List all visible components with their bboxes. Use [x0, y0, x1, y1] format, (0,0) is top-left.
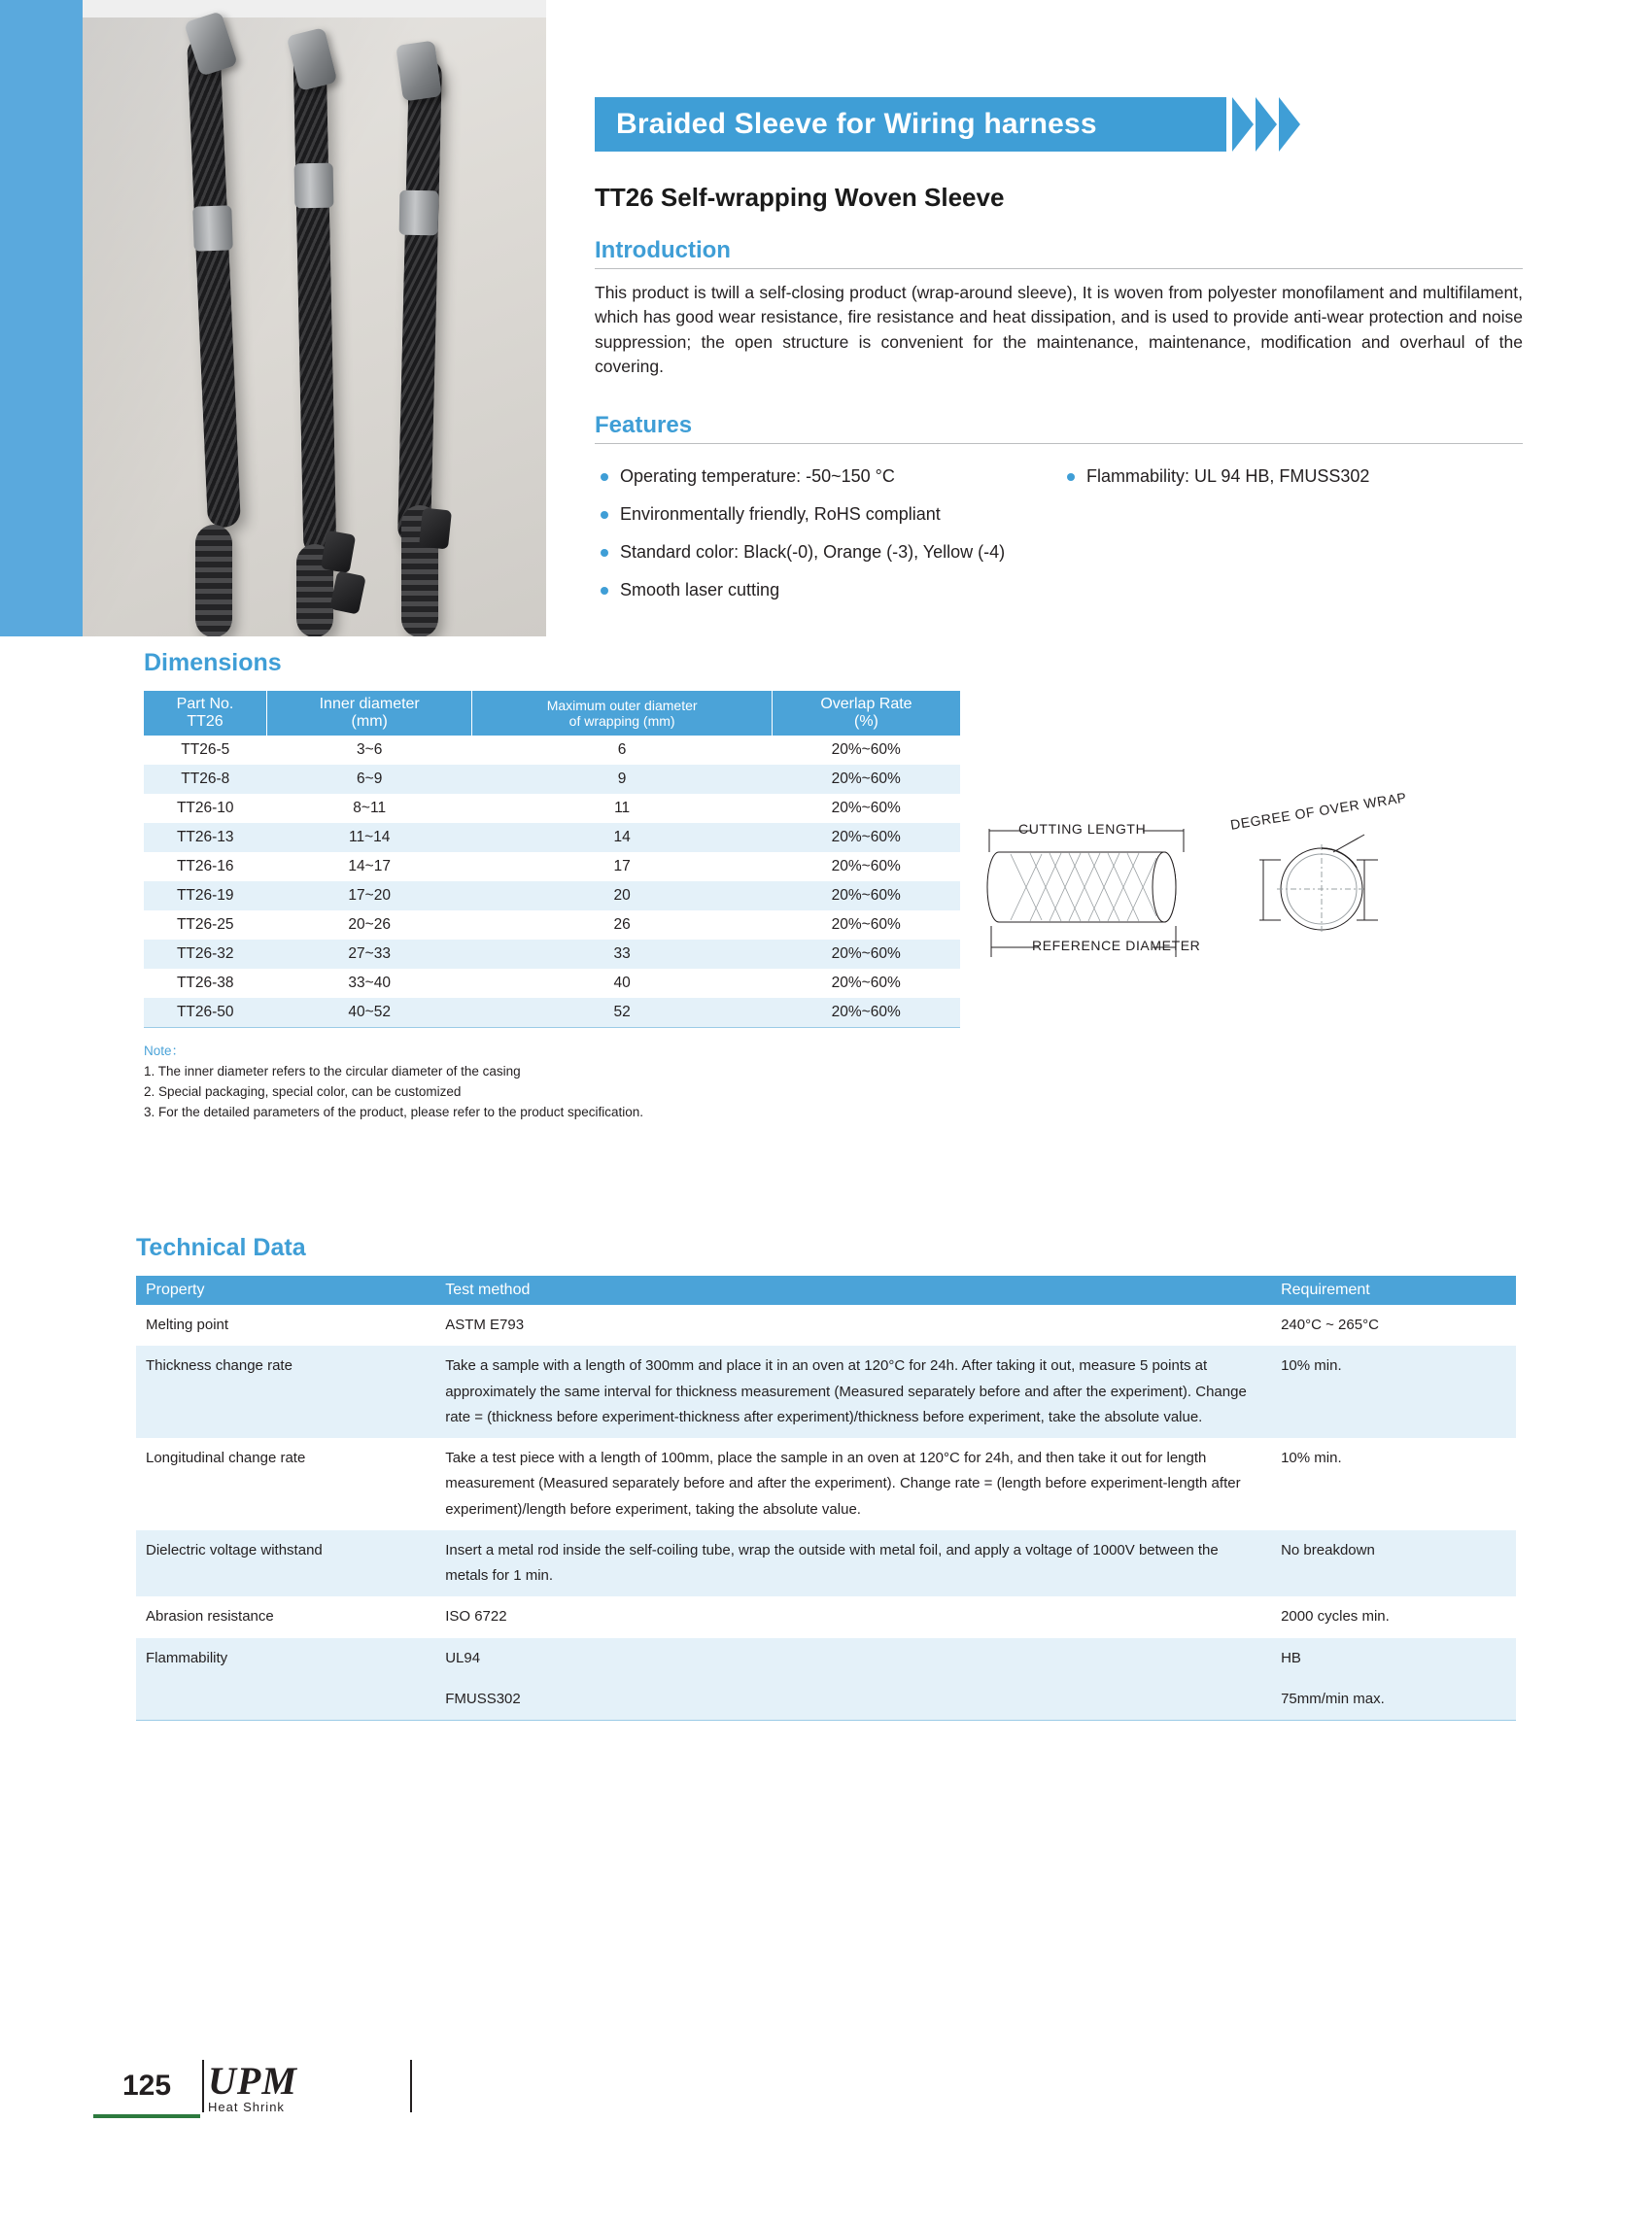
label-degree-of-over-wrap: DEGREE OF OVER WRAP: [1229, 789, 1408, 833]
table-row: [136, 1346, 1516, 1438]
note-item: 2. Special packaging, special color, can be customized: [144, 1083, 462, 1099]
introduction-divider: [595, 268, 1523, 269]
feature-item: Operating temperature: -50~150 °C: [595, 458, 1523, 496]
cable-ferrule: [399, 190, 439, 236]
table-row: [144, 852, 960, 881]
table-row: [144, 823, 960, 852]
feature-item: Environmentally friendly, RoHS compliant: [595, 496, 1523, 533]
brand-logo: [208, 2058, 297, 2118]
cell-outer: 26: [613, 916, 631, 933]
cell-method: ASTM E793: [445, 1317, 525, 1333]
note-item: 1. The inner diameter refers to the circular diameter of the casing: [144, 1063, 521, 1079]
hero-accent-panel: [0, 0, 546, 636]
feature-item-flammability: Flammability: UL 94 HB, FMUSS302: [1061, 458, 1369, 496]
cell-inner: 6~9: [357, 771, 383, 787]
cell-part: TT26-8: [181, 771, 230, 787]
cell-inner: 33~40: [348, 975, 391, 991]
braided-cable-strand: [293, 51, 337, 557]
cell-overlap: 20%~60%: [831, 945, 901, 962]
cell-method: FMUSS302: [445, 1690, 521, 1707]
cell-method: Take a test piece with a length of 100mm, place the sample in an oven at 120°C for 24h, and then take it out for length measurement (Measured separately before and after the experiment). Change rate = (length before experiment-length after experiment)/length before experiment, taking the absolute value.: [445, 1450, 1241, 1518]
cell-outer: 6: [617, 741, 627, 758]
dimensions-notes: [144, 1042, 960, 1123]
col-max-outer-diameter: Maximum outer diameter of wrapping (mm): [472, 691, 773, 736]
table-header-row: [136, 1276, 1516, 1305]
cable-ferrule: [192, 205, 233, 251]
page-number: 125: [93, 2058, 200, 2118]
table-row: [136, 1679, 1516, 1721]
product-photo: [83, 0, 546, 636]
cell-method: Insert a metal rod inside the self-coiling tube, wrap the outside with metal foil, and apply a voltage of 1000V between the metals for 1 min.: [445, 1541, 1219, 1584]
table-row: [144, 794, 960, 823]
cell-property: Longitudinal change rate: [146, 1450, 306, 1466]
label-reference-diameter: REFERENCE DIAMETER: [1032, 938, 1201, 953]
cell-outer: 14: [613, 829, 631, 845]
diagram-svg: [972, 811, 1574, 1015]
table-row: [144, 998, 960, 1028]
table-row: [136, 1638, 1516, 1679]
cell-overlap: 20%~60%: [831, 916, 901, 933]
cell-inner: 17~20: [348, 887, 391, 904]
cell-inner: 27~33: [348, 945, 391, 962]
cell-outer: 40: [613, 975, 631, 991]
cell-outer: 20: [613, 887, 631, 904]
cell-requirement: No breakdown: [1281, 1541, 1375, 1558]
col-inner-diameter: Inner diameter (mm): [267, 691, 472, 736]
dimensions-section: [144, 649, 960, 1123]
banner-chevrons-icon: [1232, 97, 1320, 152]
table-row: [144, 736, 960, 765]
cell-outer: 11: [614, 800, 631, 816]
cell-inner: 40~52: [348, 1004, 391, 1020]
cell-requirement: 2000 cycles min.: [1281, 1608, 1390, 1626]
cell-outer: 17: [613, 858, 631, 874]
table-row: [144, 969, 960, 998]
col-part-no: Part No. TT26: [144, 691, 267, 736]
cell-property: Abrasion resistance: [146, 1608, 274, 1626]
cell-overlap: 20%~60%: [831, 771, 901, 787]
label-cutting-length: CUTTING LENGTH: [1018, 821, 1147, 837]
connector-tip: [396, 40, 442, 101]
brand-tagline: Heat Shrink: [208, 2100, 285, 2114]
features-list: [595, 458, 1523, 599]
introduction-heading: Introduction: [595, 237, 731, 263]
features-divider: [595, 443, 1523, 444]
cable-clip: [419, 508, 452, 550]
cell-overlap: 20%~60%: [831, 858, 901, 874]
cell-requirement: 240°C ~ 265°C: [1281, 1317, 1379, 1333]
cell-requirement: 10% min.: [1281, 1450, 1342, 1466]
cell-part: TT26-32: [176, 945, 234, 962]
table-row: [144, 940, 960, 969]
cell-method: UL94: [445, 1649, 481, 1666]
table-row: [144, 881, 960, 910]
cell-overlap: 20%~60%: [831, 887, 901, 904]
cell-property: [136, 1679, 435, 1721]
col-requirement: Requirement: [1271, 1276, 1516, 1305]
cell-part: TT26-5: [181, 741, 230, 758]
introduction-section: [595, 237, 1523, 380]
cell-property: Thickness change rate: [146, 1357, 293, 1375]
cell-requirement: 10% min.: [1281, 1357, 1342, 1375]
brand-name: UPM: [208, 2059, 297, 2103]
cable-ferrule: [294, 163, 334, 209]
table-row: [136, 1530, 1516, 1597]
corrugated-conduit: [195, 525, 232, 636]
dimensions-heading: Dimensions: [144, 649, 282, 676]
cell-property: Dielectric voltage withstand: [146, 1541, 323, 1558]
dimensions-table: [144, 691, 960, 1028]
cell-part: TT26-25: [176, 916, 234, 933]
product-subtitle: TT26 Self-wrapping Woven Sleeve: [595, 183, 1005, 212]
cell-part: TT26-13: [176, 829, 234, 845]
table-row: [144, 910, 960, 940]
cable-clip: [329, 570, 366, 614]
cell-overlap: 20%~60%: [831, 1004, 901, 1020]
cell-part: TT26-50: [176, 1004, 234, 1020]
page-title-banner: [595, 97, 1226, 152]
col-overlap-rate: Overlap Rate (%): [772, 691, 960, 736]
page-footer: [93, 2058, 482, 2136]
cell-part: TT26-16: [176, 858, 234, 874]
logo-divider-left: [202, 2060, 204, 2112]
col-property: Property: [136, 1276, 435, 1305]
cell-method: Take a sample with a length of 300mm and place it in an oven at 120°C for 24h. After taking it out, measure 5 points at approximately the same interval for thickness measurement (Measured separately before and after the experiment). Change rate = (thickness before experiment-thickness after experiment)/thickness before experiment, take the absolute value.: [445, 1357, 1247, 1425]
table-row: [136, 1305, 1516, 1346]
cell-part: TT26-10: [176, 800, 234, 816]
table-row: [136, 1596, 1516, 1637]
note-item: 3. For the detailed parameters of the product, please refer to the product specification.: [144, 1104, 644, 1119]
features-heading: Features: [595, 412, 693, 438]
cell-inner: 11~14: [348, 829, 391, 845]
col-test-method: Test method: [435, 1276, 1271, 1305]
cell-part: TT26-19: [176, 887, 234, 904]
logo-divider-right: [410, 2060, 412, 2112]
technical-data-heading: Technical Data: [136, 1234, 306, 1261]
cell-method: ISO 6722: [445, 1608, 507, 1626]
table-row: [136, 1438, 1516, 1530]
cell-requirement: HB: [1281, 1649, 1301, 1666]
cell-inner: 8~11: [353, 800, 387, 816]
notes-title: Note：: [144, 1044, 186, 1058]
cell-outer: 33: [613, 945, 631, 962]
table-row: [144, 765, 960, 794]
photo-top-band: [83, 0, 546, 17]
cell-outer: 52: [613, 1004, 631, 1020]
cell-property: Melting point: [146, 1317, 229, 1333]
feature-item: Smooth laser cutting: [595, 571, 1523, 609]
technical-diagram: [972, 789, 1574, 1015]
introduction-body: This product is twill a self-closing product (wrap-around sleeve), It is woven from polyester monofilament and multifilament, which has good wear resistance, fire resistance and heat dissipation, and is used to provide anti-wear protection and noise suppression; the open structure is convenient for the maintenance, maintenance, modification and overhaul of the covering.: [595, 283, 1523, 377]
braided-cable-strand: [187, 36, 241, 528]
cell-overlap: 20%~60%: [831, 800, 901, 816]
cell-inner: 14~17: [348, 858, 391, 874]
cell-inner: 3~6: [357, 741, 383, 758]
braided-cable-strand: [397, 58, 442, 545]
cell-inner: 20~26: [348, 916, 391, 933]
cell-requirement: 75mm/min max.: [1281, 1690, 1385, 1707]
technical-data-table: [136, 1276, 1516, 1721]
cell-part: TT26-38: [176, 975, 234, 991]
feature-item: Standard color: Black(-0), Orange (-3), Yellow (-4): [595, 533, 1523, 571]
page-title: Braided Sleeve for Wiring harness: [616, 108, 1097, 140]
cell-overlap: 20%~60%: [831, 829, 901, 845]
table-header-row: [144, 691, 960, 736]
cable-clip: [321, 531, 356, 574]
technical-data-section: [136, 1234, 1516, 1721]
cell-property: Flammability: [146, 1649, 228, 1666]
features-section: [595, 412, 1523, 599]
cell-overlap: 20%~60%: [831, 975, 901, 991]
cell-outer: 9: [617, 771, 627, 787]
cell-overlap: 20%~60%: [831, 741, 901, 758]
